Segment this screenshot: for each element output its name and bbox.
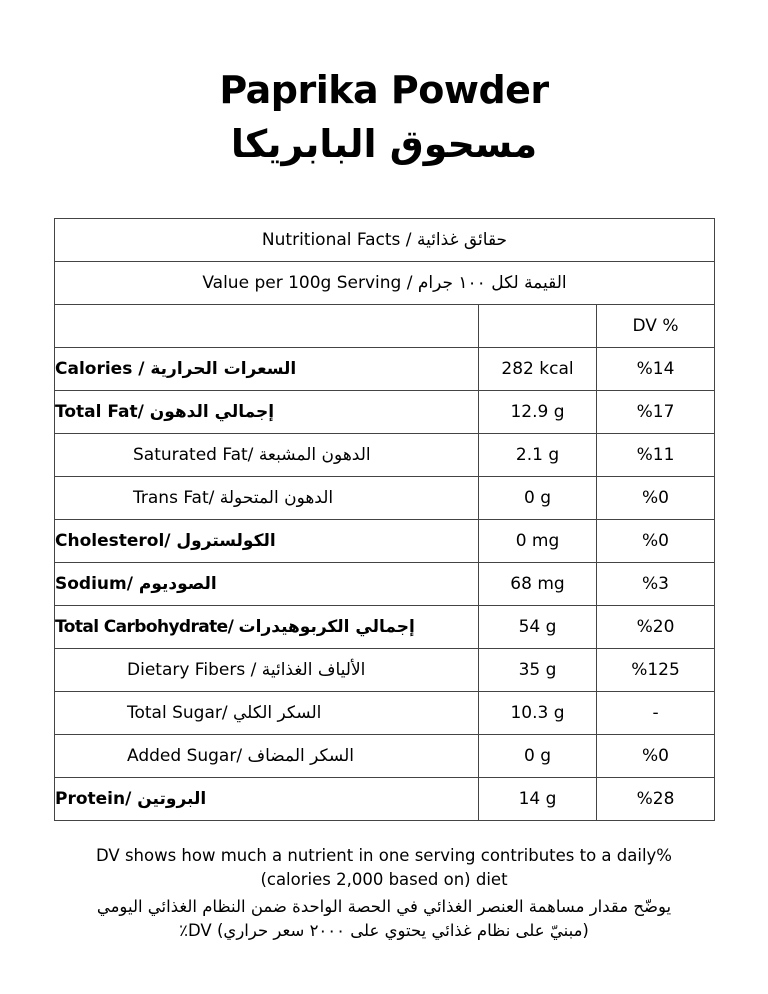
nutrient-dv: %17	[597, 391, 715, 434]
table-serving-row	[55, 262, 715, 305]
nutrient-name: Added Sugar/ السكر المضاف	[55, 735, 479, 778]
nutrition-facts-table	[54, 218, 715, 821]
nutrient-dv: -	[597, 692, 715, 735]
column-header-name	[55, 305, 479, 348]
nutrient-dv: %14	[597, 348, 715, 391]
product-title-en: Paprika Powder	[219, 68, 549, 112]
nutrient-name: Total Sugar/ السكر الكلي	[55, 692, 479, 735]
nutrient-dv: %0	[597, 735, 715, 778]
nutrient-value: 35 g	[479, 649, 597, 692]
nutrient-name: Saturated Fat/ الدهون المشبعة	[55, 434, 479, 477]
nutrient-value: 54 g	[479, 606, 597, 649]
nutrient-value: 0 mg	[479, 520, 597, 563]
nutrient-name: Dietary Fibers / الألياف الغذائية	[55, 649, 479, 692]
nutritional-facts-heading: Nutritional Facts / حقائق غذائية	[55, 219, 715, 262]
nutrient-value: 12.9 g	[479, 391, 597, 434]
nutrient-name: Total Fat/ إجمالي الدهون	[55, 391, 479, 434]
table-row	[55, 520, 715, 563]
table-row	[55, 391, 715, 434]
nutrient-name: Total Carbohydrate/ إجمالي الكربوهيدرات	[55, 606, 479, 649]
nutrient-name: Cholesterol/ الكولسترول	[55, 520, 479, 563]
column-header-dv: DV %	[597, 305, 715, 348]
footer-note-ar-line1: يوضّح مقدار مساهمة العنصر الغذائي في الحصة الواحدة ضمن النظام الغذائي اليومي	[96, 897, 672, 916]
nutrient-value: 0 g	[479, 735, 597, 778]
nutrient-dv: %3	[597, 563, 715, 606]
nutrient-value: 10.3 g	[479, 692, 597, 735]
nutrient-value: 14 g	[479, 778, 597, 821]
table-row	[55, 778, 715, 821]
table-row	[55, 434, 715, 477]
serving-size-label: Value per 100g Serving / القيمة لكل ١٠٠ جرام	[55, 262, 715, 305]
nutrient-name: Trans Fat/ الدهون المتحولة	[55, 477, 479, 520]
column-header-value	[479, 305, 597, 348]
nutrient-name: Sodium/ الصوديوم	[55, 563, 479, 606]
footer-note-en-line1: DV shows how much a nutrient in one serving contributes to a daily%	[96, 846, 672, 865]
footer-note-en-line2: (calories 2,000 based on) diet	[260, 870, 508, 889]
table-row	[55, 692, 715, 735]
nutrient-dv: %125	[597, 649, 715, 692]
nutrient-value: 282 kcal	[479, 348, 597, 391]
table-row	[55, 563, 715, 606]
nutrient-dv: %0	[597, 520, 715, 563]
nutrient-value: 2.1 g	[479, 434, 597, 477]
table-row	[55, 735, 715, 778]
nutrient-name: Protein/ البروتين	[55, 778, 479, 821]
table-column-header-row	[55, 305, 715, 348]
nutrient-name: Calories / السعرات الحرارية	[55, 348, 479, 391]
table-row	[55, 477, 715, 520]
footer-note-ar-line2: (مبنيّ على نظام غذائي يحتوي على ٢٠٠٠ سعر حراري) DV٪	[179, 921, 589, 940]
nutrient-dv: %0	[597, 477, 715, 520]
table-row	[55, 348, 715, 391]
nutrient-value: 68 mg	[479, 563, 597, 606]
table-row	[55, 606, 715, 649]
nutrient-dv: %20	[597, 606, 715, 649]
nutrient-dv: %11	[597, 434, 715, 477]
nutrient-value: 0 g	[479, 477, 597, 520]
product-title-ar: مسحوق البابريكا	[230, 122, 538, 166]
table-header-row	[55, 219, 715, 262]
table-row	[55, 649, 715, 692]
nutrient-dv: %28	[597, 778, 715, 821]
